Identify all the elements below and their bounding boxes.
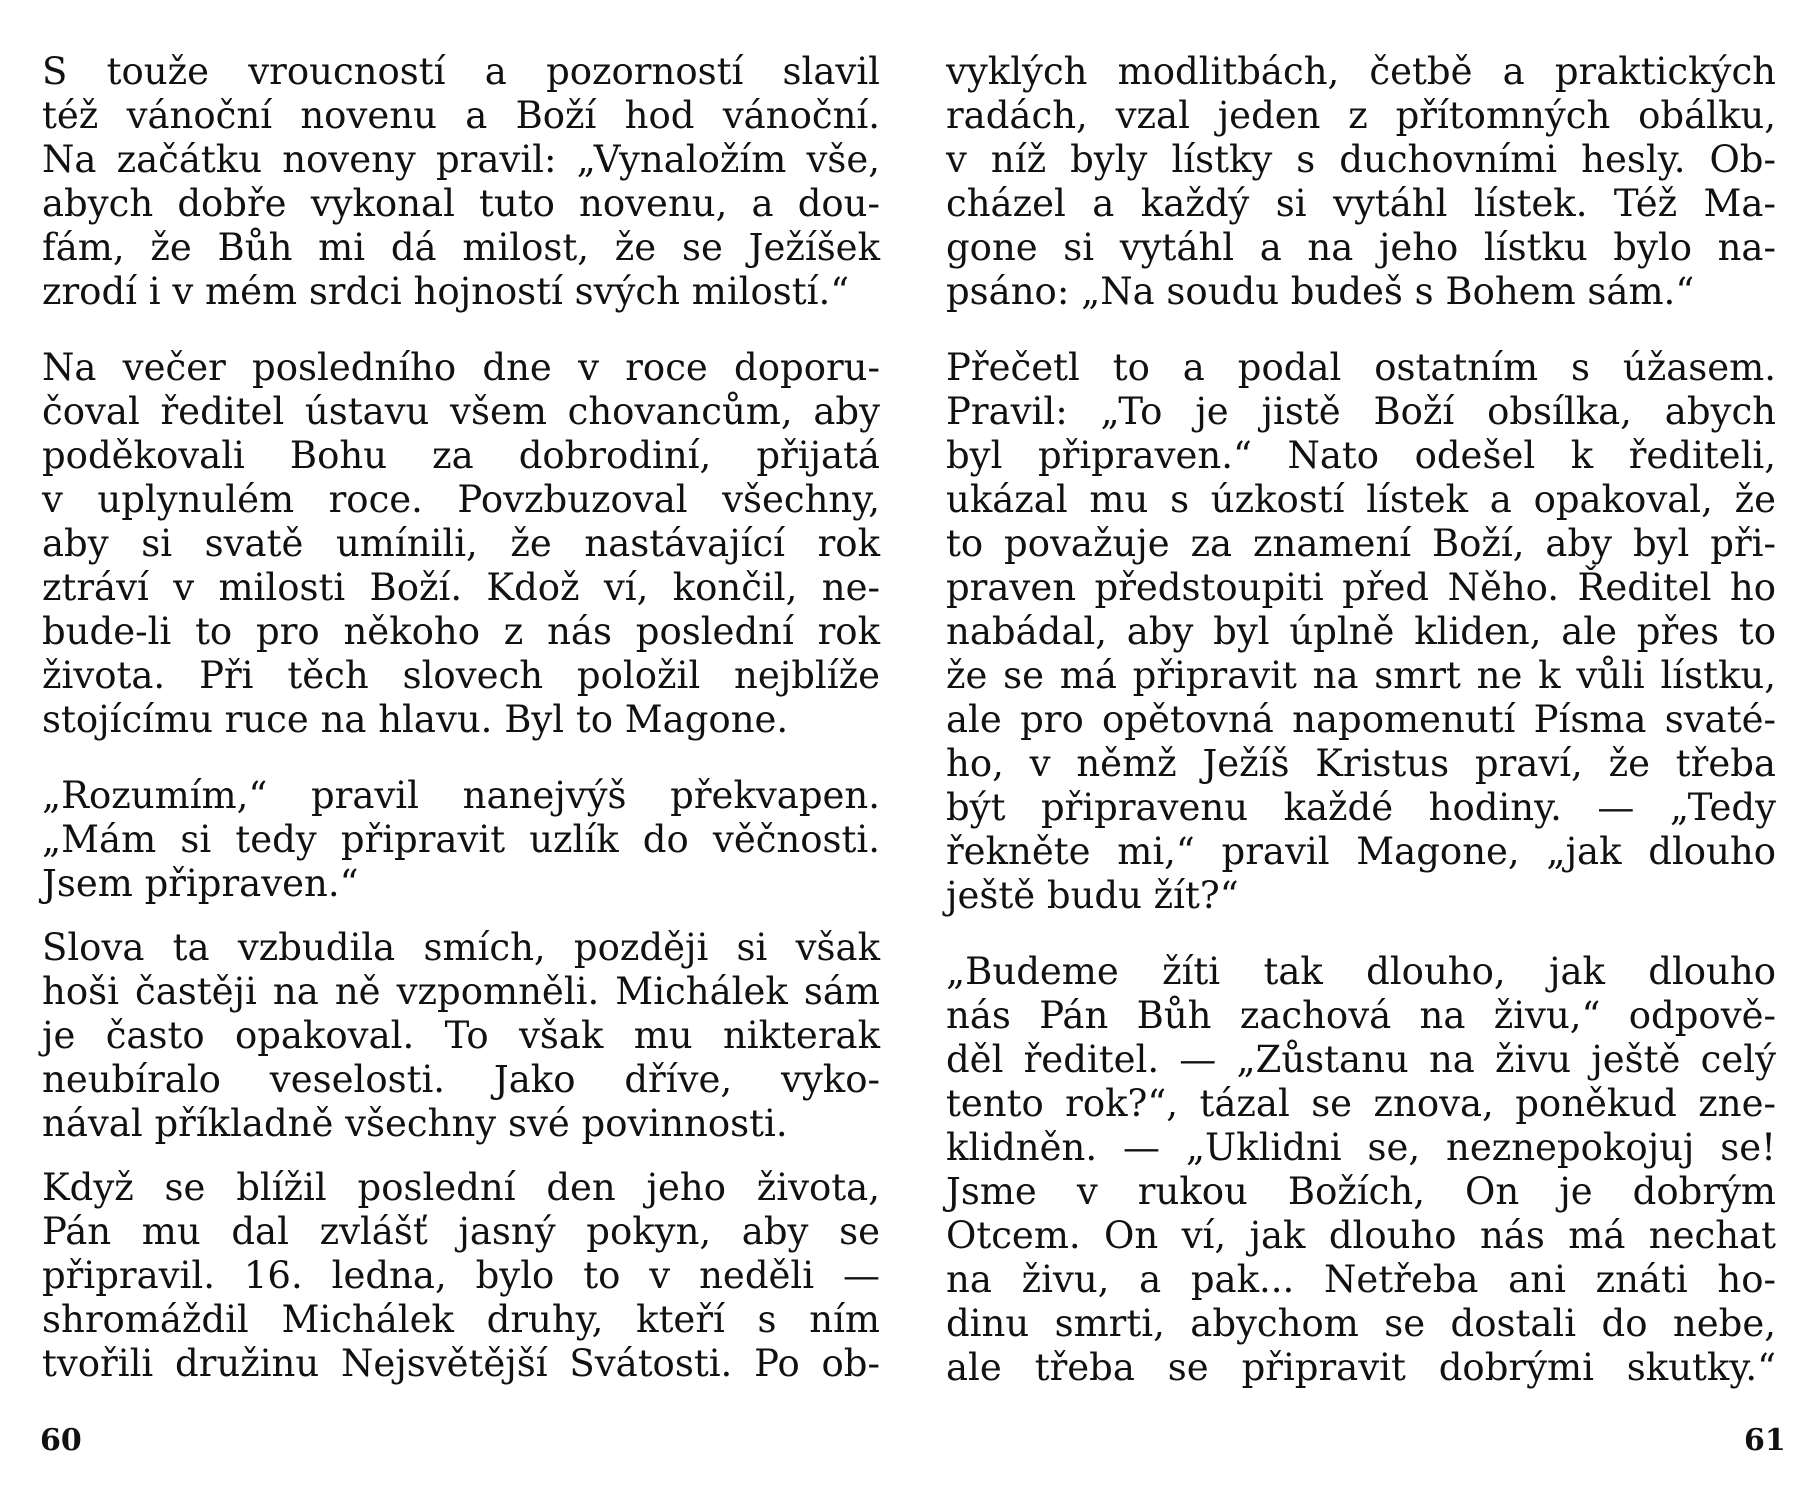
text-line: v uplynulém roce. Povzbuzoval všechny, — [42, 478, 880, 521]
text-line: Když se blížil poslední den jeho života, — [42, 1166, 880, 1209]
paragraph — [42, 346, 880, 742]
paragraph — [42, 926, 880, 1146]
page-number-left: 60 — [40, 1423, 82, 1458]
text-line: je často opakoval. To však mu nikterak — [42, 1014, 880, 1057]
text-line: zrodí i v mém srdci hojností svých milostí.“ — [42, 270, 850, 313]
text-line: Jsem připraven.“ — [42, 862, 359, 905]
paragraph — [42, 50, 880, 314]
text-line: Pravil: „To je jistě Boží obsílka, abych — [946, 390, 1776, 433]
text-line: praven předstoupiti před Něho. Ředitel ho — [946, 566, 1776, 609]
text-line: Jsme v rukou Božích, On je dobrým — [946, 1170, 1776, 1213]
text-line: ukázal mu s úzkostí lístek a opakoval, že — [946, 478, 1776, 521]
text-line: též vánoční novenu a Boží hod vánoční. — [42, 94, 880, 137]
text-line: Přečetl to a podal ostatním s úžasem. — [946, 346, 1776, 389]
text-line: poděkovali Bohu za dobrodiní, přijatá — [42, 434, 880, 477]
text-line: děl ředitel. — „Zůstanu na živu ještě celý — [946, 1038, 1776, 1081]
paragraph — [946, 50, 1776, 314]
text-line: nabádal, aby byl úplně kliden, ale přes to — [946, 610, 1776, 653]
text-line: tvořili družinu Nejsvětější Svátosti. Po ob- — [42, 1342, 880, 1385]
text-line: Slova ta vzbudila smích, později si však — [42, 926, 880, 969]
page-number-right: 61 — [1744, 1423, 1786, 1458]
text-line: to považuje za znamení Boží, aby byl při- — [946, 522, 1776, 565]
text-line: radách, vzal jeden z přítomných obálku, — [946, 94, 1776, 137]
text-line: neubíralo veselosti. Jako dříve, vyko- — [42, 1058, 880, 1101]
text-line: nás Pán Bůh zachová na živu,“ odpově- — [946, 994, 1776, 1037]
text-line: „Mám si tedy připravit uzlík do věčnosti. — [42, 818, 880, 861]
paragraph — [42, 1166, 880, 1386]
text-line: tento rok?“, tázal se znova, poněkud zne- — [946, 1082, 1776, 1125]
text-line: cházel a každý si vytáhl lístek. Též Ma- — [946, 182, 1776, 225]
text-line: „Rozumím,“ pravil nanejvýš překvapen. — [42, 774, 880, 817]
text-line: S touže vroucností a pozorností slavil — [42, 50, 880, 93]
text-line: ještě budu žít?“ — [946, 874, 1239, 917]
paragraph — [946, 950, 1776, 1390]
text-line: „Budeme žíti tak dlouho, jak dlouho — [946, 950, 1776, 993]
text-line: řekněte mi,“ pravil Magone, „jak dlouho — [946, 830, 1776, 873]
text-line: ho, v němž Ježíš Kristus praví, že třeba — [946, 742, 1776, 785]
text-line: v níž byly lístky s duchovními hesly. Ob- — [946, 138, 1776, 181]
text-line: ale pro opětovná napomenutí Písma svaté- — [946, 698, 1776, 741]
text-line: gone si vytáhl a na jeho lístku bylo na- — [946, 226, 1776, 269]
text-line: klidněn. — „Uklidni se, neznepokojuj se! — [946, 1126, 1776, 1169]
paragraph — [42, 774, 880, 906]
text-line: že se má připravit na smrt ne k vůli lístku, — [946, 654, 1776, 697]
left-page — [42, 50, 880, 1386]
text-line: stojícímu ruce na hlavu. Byl to Magone. — [42, 698, 789, 741]
text-line: Pán mu dal zvlášť jasný pokyn, aby se — [42, 1210, 880, 1253]
text-line: života. Při těch slovech položil nejblíže — [42, 654, 880, 697]
text-line: připravil. 16. ledna, bylo to v neděli — — [42, 1254, 880, 1297]
text-line: psáno: „Na soudu budeš s Bohem sám.“ — [946, 270, 1695, 313]
text-line: nával příkladně všechny své povinnosti. — [42, 1102, 788, 1145]
text-line: ztráví v milosti Boží. Kdož ví, končil, ne- — [42, 566, 880, 609]
text-line: byl připraven.“ Nato odešel k řediteli, — [946, 434, 1776, 477]
text-line: Otcem. On ví, jak dlouho nás má nechat — [946, 1214, 1776, 1257]
text-line: na živu, a pak... Netřeba ani znáti ho- — [946, 1258, 1776, 1301]
text-line: abych dobře vykonal tuto novenu, a dou- — [42, 182, 880, 225]
text-line: shromáždil Michálek druhy, kteří s ním — [42, 1298, 880, 1341]
text-line: Na večer posledního dne v roce doporu- — [42, 346, 880, 389]
text-line: bude-li to pro někoho z nás poslední rok — [42, 610, 880, 653]
text-line: vyklých modlitbách, četbě a praktických — [946, 50, 1776, 93]
right-page — [946, 50, 1776, 1390]
text-line: fám, že Bůh mi dá milost, že se Ježíšek — [42, 226, 880, 269]
text-line: být připravenu každé hodiny. — „Tedy — [946, 786, 1776, 829]
text-line: dinu smrti, abychom se dostali do nebe, — [946, 1302, 1776, 1345]
paragraph — [946, 346, 1776, 918]
text-line: hoši častěji na ně vzpomněli. Michálek sám — [42, 970, 880, 1013]
text-line: čoval ředitel ústavu všem chovancům, aby — [42, 390, 880, 433]
text-line: Na začátku noveny pravil: „Vynaložím vše, — [42, 138, 880, 181]
text-line: ale třeba se připravit dobrými skutky.“ — [946, 1346, 1776, 1389]
text-line: aby si svatě umínili, že nastávající rok — [42, 522, 880, 565]
